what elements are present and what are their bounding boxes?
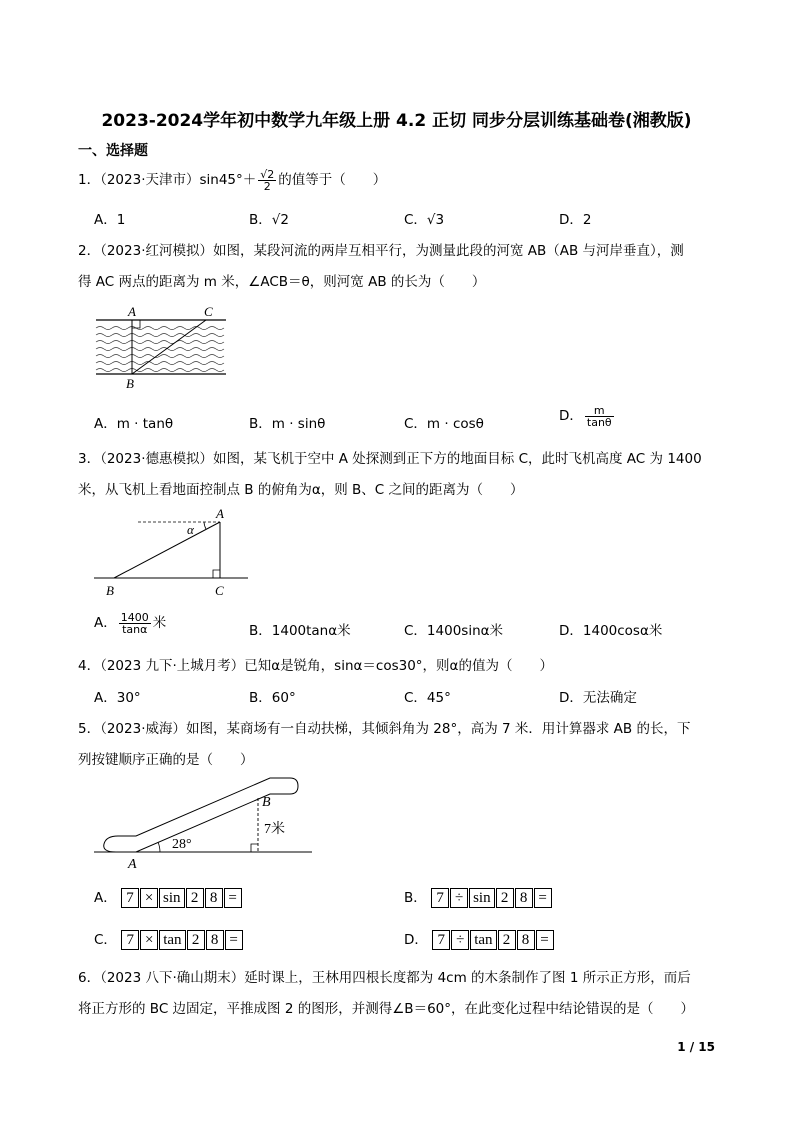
calc-key: 8: [517, 930, 535, 950]
calc-key: ÷: [451, 930, 469, 950]
q5-option-d-label: D．: [404, 932, 428, 948]
calc-key: 2: [187, 930, 205, 950]
q2-option-d-fraction: [585, 405, 614, 428]
calc-key: tan: [159, 930, 185, 950]
calc-key: 8: [515, 888, 533, 908]
page-number: 1 / 15: [677, 1040, 715, 1054]
q3-line2: 米，从飞机上看地面控制点 B 的俯角为α，则 B、C 之间的距离为（ ）: [78, 482, 524, 498]
q4-line1: 4．（2023 九下·上城月考）已知α是锐角，sinα＝cos30°，则α的值为（ ）: [78, 658, 553, 674]
q1-option-c[interactable]: C．√3: [404, 212, 445, 228]
q4-option-b[interactable]: B．60°: [249, 690, 296, 706]
calc-key: ×: [140, 888, 158, 908]
q2-option-d[interactable]: [559, 404, 616, 428]
q6-line2: 将正方形的 BC 边固定，平推成图 2 的图形，并测得∠B＝60°，在此变化过程中结论错误的是（ ）: [78, 1001, 694, 1017]
fig3-label-c: C: [215, 583, 224, 598]
calc-key: =: [534, 888, 552, 908]
q1-prefix: 1．（2023·天津市）sin45°＋: [78, 172, 257, 188]
question-1: [78, 168, 386, 192]
q5-option-a[interactable]: [94, 886, 243, 908]
fig3-label-alpha: α: [187, 522, 194, 537]
calc-key: 7: [431, 888, 449, 908]
q4-option-a[interactable]: A．30°: [94, 690, 141, 706]
q3-option-a-fraction: [119, 612, 151, 635]
q2-line2: 得 AC 两点的距离为 m 米，∠ACB＝θ，则河宽 AB 的长为（ ）: [78, 274, 486, 290]
calc-key: 2: [186, 888, 204, 908]
q3-option-d[interactable]: D．1400cosα米: [559, 623, 663, 639]
fig3-label-a: A: [216, 506, 224, 521]
q5-option-b-label: B．: [404, 890, 427, 906]
fig5-label-b: B: [262, 795, 271, 810]
q3-option-a-label: A．: [94, 615, 117, 631]
calc-key: 8: [206, 930, 224, 950]
q1-frac-den: 2: [263, 179, 271, 193]
q5-option-c[interactable]: [94, 928, 244, 950]
q3-opta-den: tanα: [122, 622, 148, 636]
q6-line1: 6．（2023 八下·确山期末）延时课上，王林用四根长度都为 4cm 的木条制作了图 1 所示正方形，而后: [78, 970, 691, 986]
escalator-figure: [92, 770, 314, 874]
calc-key: 7: [432, 930, 450, 950]
q5-line1: 5．（2023·威海）如图，某商场有一自动扶梯，其倾斜角为 28°，高为 7 米．用计算器求 AB 的长，下: [78, 721, 691, 737]
q5-option-b[interactable]: [404, 886, 553, 908]
q2-optd-num: m: [585, 405, 614, 417]
page-title: 2023-2024学年初中数学九年级上册 4.2 正切 同步分层训练基础卷(湘教版): [101, 111, 692, 131]
q5-option-a-keys: [121, 888, 243, 908]
calc-key: =: [225, 930, 243, 950]
q2-optd-den: tanθ: [586, 415, 612, 429]
q3-opta-num: 1400: [120, 610, 149, 624]
calc-key: sin: [469, 888, 495, 908]
calc-key: 2: [496, 888, 514, 908]
q1-option-b[interactable]: B．√2: [249, 212, 289, 228]
q2-option-d-label: D．: [559, 408, 583, 424]
q1-frac-num: √2: [260, 167, 275, 181]
q5-option-c-label: C．: [94, 932, 117, 948]
q1-option-d[interactable]: D．2: [559, 212, 592, 228]
q3-option-a-unit: 米: [152, 615, 167, 631]
plane-figure: [92, 504, 252, 600]
q5-option-a-label: A．: [94, 890, 117, 906]
q3-line1: 3．（2023·德惠模拟）如图，某飞机于空中 A 处探测到正下方的地面目标 C，此时飞机高度 AC 为 1400: [78, 451, 702, 467]
calc-key: =: [224, 888, 242, 908]
q1-fraction: [258, 169, 276, 192]
q4-option-d[interactable]: D．无法确定: [559, 690, 637, 706]
q5-option-d-keys: [432, 930, 554, 950]
q4-option-c[interactable]: C．45°: [404, 690, 451, 706]
q2-option-b[interactable]: B．m · sinθ: [249, 416, 326, 432]
river-figure: [94, 302, 230, 392]
q5-option-c-keys: [121, 930, 243, 950]
fig3-label-b: B: [106, 583, 114, 598]
calc-key: 7: [121, 930, 139, 950]
fig5-label-height: 7米: [264, 822, 285, 837]
q2-line1: 2．（2023·红河模拟）如图，某段河流的两岸互相平行，为测量此段的河宽 AB（AB 与河岸垂直），测: [78, 243, 684, 259]
fig5-label-a: A: [128, 857, 137, 872]
q1-suffix: 的值等于（ ）: [278, 172, 387, 188]
calc-key: 2: [498, 930, 516, 950]
q3-option-b[interactable]: B．1400tanα米: [249, 623, 351, 639]
q5-option-d[interactable]: [404, 928, 555, 950]
q5-line2: 列按键顺序正确的是（ ）: [78, 752, 254, 768]
calc-key: 7: [121, 888, 139, 908]
q2-option-a[interactable]: A．m · tanθ: [94, 416, 174, 432]
calc-key: sin: [159, 888, 185, 908]
calc-key: tan: [470, 930, 496, 950]
fig2-label-a: A: [128, 304, 136, 319]
section-heading: 一、选择题: [78, 143, 148, 159]
calc-key: ÷: [450, 888, 468, 908]
q3-option-a[interactable]: [94, 611, 166, 635]
q5-option-b-keys: [431, 888, 553, 908]
fig2-label-b: B: [126, 376, 134, 391]
q1-option-a[interactable]: A．1: [94, 212, 126, 228]
fig2-label-c: C: [204, 304, 213, 319]
fig5-label-angle: 28°: [172, 837, 192, 852]
calc-key: =: [536, 930, 554, 950]
q2-option-c[interactable]: C．m · cosθ: [404, 416, 484, 432]
calc-key: ×: [140, 930, 158, 950]
calc-key: 8: [205, 888, 223, 908]
q3-option-c[interactable]: C．1400sinα米: [404, 623, 504, 639]
